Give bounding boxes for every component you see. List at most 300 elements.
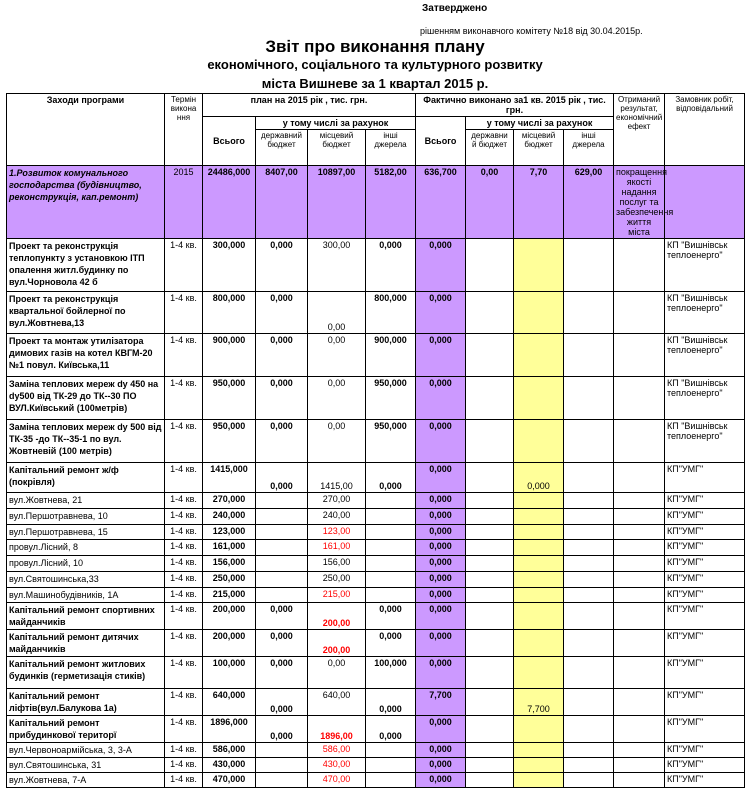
row-local: 1415,00 [308,463,366,493]
row-other [366,540,416,556]
row-customer: КП"УМГ" [665,540,745,556]
row-a-total: 0,000 [416,540,466,556]
table-row [7,603,745,630]
row-other: 0,000 [366,603,416,630]
row-customer: КП"УМГ" [665,556,745,572]
row-state: 0,000 [256,463,308,493]
col-result: Отриманий результат, економічний ефект [614,94,665,166]
row-a-other [564,743,614,758]
row-a-local [514,509,564,525]
row-other: 0,000 [366,716,416,743]
col-actual-state: державни й бюджет [466,130,514,166]
row-effect [614,540,665,556]
row-total: 215,000 [203,588,256,603]
row-a-local [514,657,564,689]
row-effect [614,758,665,773]
section-total: 24486,000 [203,166,256,239]
col-actual-other: інші джерела [564,130,614,166]
row-a-local [514,572,564,588]
row-local: 156,00 [308,556,366,572]
row-effect [614,334,665,377]
row-customer: КП"УМГ" [665,689,745,716]
section-name: 1.Розвиток комунального господарства (будівництво, реконструкція, кап.ремонт) [7,166,165,239]
row-a-state [466,556,514,572]
row-a-local [514,540,564,556]
row-effect [614,463,665,493]
table-row [7,716,745,743]
row-effect [614,239,665,292]
page-title: Звіт про виконання плану [265,37,485,56]
row-total: 900,000 [203,334,256,377]
row-a-other [564,556,614,572]
row-a-state [466,716,514,743]
row-total: 161,000 [203,540,256,556]
row-a-state [466,377,514,420]
row-a-local [514,716,564,743]
row-state: 0,000 [256,377,308,420]
row-term: 1-4 кв. [165,588,203,603]
row-local: 0,00 [308,292,366,334]
page-subtitle-city: міста Вишневе за 1 квартал 2015 р. [261,76,489,91]
row-a-local: 0,000 [514,463,564,493]
row-local: 0,00 [308,657,366,689]
row-state [256,773,308,788]
row-effect [614,420,665,463]
row-a-local [514,588,564,603]
row-other [366,773,416,788]
row-a-other [564,463,614,493]
row-state: 0,000 [256,292,308,334]
row-a-total: 0,000 [416,239,466,292]
row-name: Проект та реконструкція теплопункту з установкою ІТП опалення житл.будинку по вул.Чорновола 42 б [7,239,165,292]
row-state: 0,000 [256,239,308,292]
row-name: Капітальний ремонт ж/ф (покрівля) [7,463,165,493]
row-customer: КП"УМГ" [665,758,745,773]
row-local: 123,00 [308,525,366,540]
row-a-total: 0,000 [416,588,466,603]
row-a-state [466,572,514,588]
row-state [256,758,308,773]
row-term: 1-4 кв. [165,556,203,572]
row-total: 156,000 [203,556,256,572]
row-a-local [514,493,564,509]
row-term: 1-4 кв. [165,420,203,463]
col-plan-state: державний бюджет [256,130,308,166]
row-a-other [564,773,614,788]
header-row-1 [7,94,745,117]
row-a-other [564,239,614,292]
row-effect [614,716,665,743]
row-a-state [466,588,514,603]
col-plan-total: Всього [203,117,256,166]
row-a-total: 0,000 [416,657,466,689]
row-customer: КП"УМГ" [665,525,745,540]
row-effect [614,509,665,525]
row-a-total: 0,000 [416,743,466,758]
section-effect: покращення якості надання послуг та забезпечення життя міста [614,166,665,239]
row-term: 1-4 кв. [165,525,203,540]
row-other [366,758,416,773]
row-term: 1-4 кв. [165,603,203,630]
row-total: 300,000 [203,239,256,292]
row-a-total: 0,000 [416,603,466,630]
row-a-other [564,334,614,377]
section-local: 10897,00 [308,166,366,239]
row-total: 123,000 [203,525,256,540]
page-subtitle: економічного, соціального та культурного розвитку [207,57,543,72]
row-total: 1415,000 [203,463,256,493]
row-name: Капітальний ремонт прибудинкової територї [7,716,165,743]
row-name: Капітальний ремонт дитячих майданчиків [7,630,165,657]
row-a-local [514,292,564,334]
row-effect [614,556,665,572]
row-total: 200,000 [203,630,256,657]
row-a-state [466,525,514,540]
row-customer: КП"УМГ" [665,773,745,788]
row-other [366,525,416,540]
row-a-state [466,743,514,758]
row-a-other [564,377,614,420]
row-local: 215,00 [308,588,366,603]
row-customer: КП"УМГ" [665,603,745,630]
section-term: 2015 [165,166,203,239]
row-term: 1-4 кв. [165,377,203,420]
col-actual-local: місцевий бюджет [514,130,564,166]
row-name: вул.Жовтнева, 7-А [7,773,165,788]
row-local: 161,00 [308,540,366,556]
table-row [7,630,745,657]
row-state [256,588,308,603]
table-row [7,743,745,758]
row-effect [614,525,665,540]
row-effect [614,588,665,603]
row-a-other [564,493,614,509]
row-a-state [466,493,514,509]
row-a-state [466,463,514,493]
row-other: 0,000 [366,239,416,292]
row-term: 1-4 кв. [165,239,203,292]
row-other [366,588,416,603]
row-customer: КП"УМГ" [665,743,745,758]
decision-label: рішенням виконавчого комітету №18 від 30.04.2015р. [420,26,643,36]
col-customer: Замовник робіт, відповідальний [665,94,745,166]
table-row [7,239,745,292]
row-a-other [564,572,614,588]
row-a-other [564,758,614,773]
row-a-total: 0,000 [416,509,466,525]
row-a-local [514,743,564,758]
row-a-total: 0,000 [416,556,466,572]
row-customer: КП "Вишнівськ теплоенерго" [665,377,745,420]
approved-label: Затверджено [422,3,488,14]
row-local: 200,00 [308,603,366,630]
row-a-state [466,420,514,463]
table-row [7,588,745,603]
row-a-state [466,509,514,525]
row-term: 1-4 кв. [165,292,203,334]
row-a-state [466,758,514,773]
row-customer: КП"УМГ" [665,630,745,657]
row-a-total: 0,000 [416,758,466,773]
row-a-local [514,773,564,788]
table-row [7,773,745,788]
row-total: 586,000 [203,743,256,758]
row-a-local [514,377,564,420]
section-row [7,166,745,239]
row-a-total: 7,700 [416,689,466,716]
row-state: 0,000 [256,334,308,377]
row-total: 950,000 [203,420,256,463]
row-other [366,743,416,758]
row-total: 200,000 [203,603,256,630]
row-name: Проект та реконструкція квартальної бойлерної по вул.Жовтнева,13 [7,292,165,334]
row-local: 640,00 [308,689,366,716]
row-other: 0,000 [366,463,416,493]
row-state [256,493,308,509]
col-plan-other: інші джерела [366,130,416,166]
section-a-total: 636,700 [416,166,466,239]
row-a-local [514,630,564,657]
row-customer: КП "Вишнівськ теплоенерго" [665,334,745,377]
row-customer: КП"УМГ" [665,509,745,525]
row-customer: КП "Вишнівськ теплоенерго" [665,292,745,334]
row-a-total: 0,000 [416,463,466,493]
row-term: 1-4 кв. [165,630,203,657]
row-local: 300,00 [308,239,366,292]
row-a-other [564,292,614,334]
row-a-state [466,689,514,716]
table-row [7,758,745,773]
row-state [256,540,308,556]
row-other: 800,000 [366,292,416,334]
row-effect [614,292,665,334]
col-measures: Заходи програми [7,94,165,166]
row-name: вул.Червоноармійська, 3, 3-А [7,743,165,758]
row-name: провул.Лісний, 8 [7,540,165,556]
row-customer: КП"УМГ" [665,657,745,689]
row-a-total: 0,000 [416,525,466,540]
row-name: вул.Святошинська,33 [7,572,165,588]
table-row [7,509,745,525]
row-a-other [564,509,614,525]
table-row [7,657,745,689]
row-customer: КП"УМГ" [665,572,745,588]
row-a-local [514,334,564,377]
row-a-other [564,540,614,556]
section-a-state: 0,00 [466,166,514,239]
row-a-state [466,540,514,556]
row-total: 800,000 [203,292,256,334]
row-a-state [466,239,514,292]
row-name: Заміна теплових мереж dу 450 на dу500 від ТК-29 до ТК--30 ПО ВУЛ.Київський (100метрів) [7,377,165,420]
row-total: 430,000 [203,758,256,773]
row-effect [614,493,665,509]
row-local: 470,00 [308,773,366,788]
row-total: 250,000 [203,572,256,588]
row-a-local [514,603,564,630]
col-term: Термін викона ння [165,94,203,166]
row-a-total: 0,000 [416,572,466,588]
section-a-local: 7,70 [514,166,564,239]
row-effect [614,603,665,630]
col-plan-local: місцевий бюджет [308,130,366,166]
row-a-other [564,525,614,540]
row-other [366,493,416,509]
row-total: 240,000 [203,509,256,525]
row-other [366,509,416,525]
section-customer [665,166,745,239]
row-name: вул.Жовтнева, 21 [7,493,165,509]
row-a-local: 7,700 [514,689,564,716]
row-a-total: 0,000 [416,420,466,463]
row-state [256,525,308,540]
row-term: 1-4 кв. [165,758,203,773]
row-customer: КП"УМГ" [665,716,745,743]
row-customer: КП"УМГ" [665,588,745,603]
row-a-other [564,630,614,657]
row-total: 950,000 [203,377,256,420]
row-effect [614,572,665,588]
row-state [256,572,308,588]
row-total: 1896,000 [203,716,256,743]
row-a-state [466,773,514,788]
row-local: 0,00 [308,377,366,420]
col-actual-incl: у тому числі за рахунок [466,117,614,130]
report-table [6,93,745,788]
table-row [7,420,745,463]
table-row [7,540,745,556]
row-name: Капітальний ремонт житлових будинків (герметизація стиків) [7,657,165,689]
table-row [7,334,745,377]
row-total: 640,000 [203,689,256,716]
row-term: 1-4 кв. [165,716,203,743]
row-name: провул.Лісний, 10 [7,556,165,572]
row-other [366,572,416,588]
row-a-other [564,657,614,689]
row-term: 1-4 кв. [165,509,203,525]
row-local: 1896,00 [308,716,366,743]
row-state [256,743,308,758]
row-a-total: 0,000 [416,773,466,788]
row-effect [614,377,665,420]
table-row [7,493,745,509]
col-actual: Фактично виконано за1 кв. 2015 рік , тис. грн. [416,94,614,117]
row-a-state [466,603,514,630]
row-local: 200,00 [308,630,366,657]
row-a-total: 0,000 [416,292,466,334]
row-state: 0,000 [256,689,308,716]
section-other: 5182,00 [366,166,416,239]
table-row [7,525,745,540]
row-a-state [466,630,514,657]
row-effect [614,630,665,657]
row-local: 0,00 [308,420,366,463]
row-name: Проект та монтаж утилізатора димових газів на котел КВГМ-20 №1 повул. Київська,11 [7,334,165,377]
row-a-total: 0,000 [416,493,466,509]
table-row [7,463,745,493]
row-a-state [466,292,514,334]
row-customer: КП"УМГ" [665,463,745,493]
row-other: 950,000 [366,420,416,463]
table-row [7,572,745,588]
row-other [366,556,416,572]
row-state [256,556,308,572]
row-a-state [466,657,514,689]
row-a-local [514,239,564,292]
row-state: 0,000 [256,716,308,743]
row-term: 1-4 кв. [165,493,203,509]
row-term: 1-4 кв. [165,463,203,493]
row-other: 0,000 [366,689,416,716]
col-plan-incl: у тому числі за рахунок [256,117,416,130]
section-state: 8407,00 [256,166,308,239]
row-a-total: 0,000 [416,377,466,420]
row-a-other [564,689,614,716]
row-state [256,509,308,525]
row-name: вул.Машинобудівників, 1А [7,588,165,603]
row-term: 1-4 кв. [165,657,203,689]
row-total: 470,000 [203,773,256,788]
row-a-local [514,420,564,463]
row-effect [614,689,665,716]
row-local: 250,00 [308,572,366,588]
row-term: 1-4 кв. [165,540,203,556]
col-actual-total: Всього [416,117,466,166]
row-other: 0,000 [366,630,416,657]
row-name: Заміна теплових мереж dу 500 від ТК-35 -до ТК--35-1 по вул. Жовтневій (100 метрів) [7,420,165,463]
row-effect [614,773,665,788]
row-a-other [564,603,614,630]
col-plan: план на 2015 рік , тис. грн. [203,94,416,117]
row-local: 240,00 [308,509,366,525]
row-state: 0,000 [256,603,308,630]
section-a-other: 629,00 [564,166,614,239]
row-a-total: 0,000 [416,630,466,657]
row-other: 900,000 [366,334,416,377]
row-a-state [466,334,514,377]
row-state: 0,000 [256,420,308,463]
row-name: Капітальний ремонт ліфтів(вул.Балукова 1а) [7,689,165,716]
table-row [7,292,745,334]
row-a-total: 0,000 [416,334,466,377]
row-total: 100,000 [203,657,256,689]
row-effect [614,743,665,758]
row-local: 430,00 [308,758,366,773]
row-state: 0,000 [256,657,308,689]
row-customer: КП "Вишнівськ теплоенерго" [665,239,745,292]
row-term: 1-4 кв. [165,773,203,788]
row-state: 0,000 [256,630,308,657]
row-term: 1-4 кв. [165,572,203,588]
row-local: 0,00 [308,334,366,377]
row-a-local [514,758,564,773]
row-term: 1-4 кв. [165,743,203,758]
row-effect [614,657,665,689]
row-term: 1-4 кв. [165,334,203,377]
row-a-total: 0,000 [416,716,466,743]
table-row [7,556,745,572]
row-a-other [564,588,614,603]
row-name: вул.Першотравнева, 15 [7,525,165,540]
row-customer: КП "Вишнівськ теплоенерго" [665,420,745,463]
row-other: 100,000 [366,657,416,689]
row-a-local [514,525,564,540]
row-a-other [564,420,614,463]
table-row [7,377,745,420]
row-a-other [564,716,614,743]
row-local: 270,00 [308,493,366,509]
row-customer: КП"УМГ" [665,493,745,509]
